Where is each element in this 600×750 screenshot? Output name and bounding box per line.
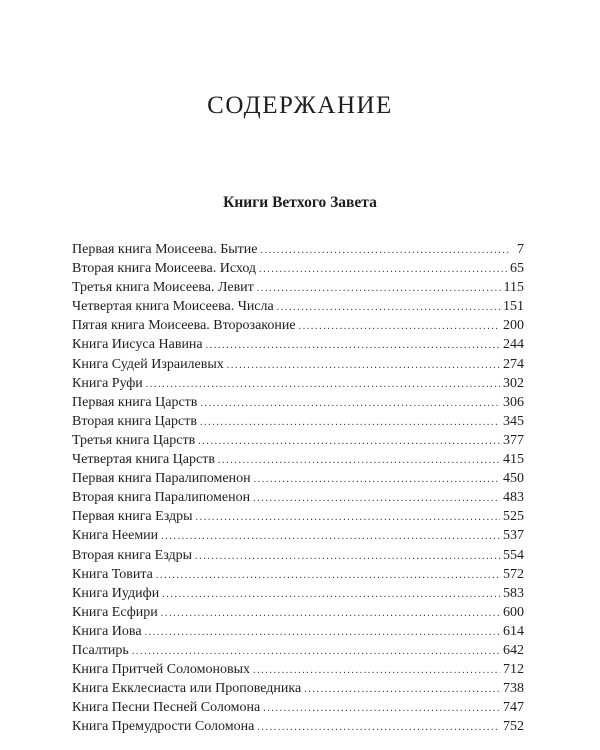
toc-entry-title: Третья книга Царств [72,432,196,448]
toc-dot-leader [263,699,500,718]
toc-entry-title: Четвертая книга Царств [72,452,215,468]
toc-dot-leader [156,566,500,585]
toc-entry [72,488,524,507]
toc-entry-page-number: 554 [503,547,524,563]
toc-entry-title: Книга Премудрости Соломона [72,719,255,735]
toc-dot-leader [277,298,500,317]
toc-dot-leader [200,413,500,432]
toc-entry [72,316,524,335]
toc-entry-title: Первая книга Паралипоменон [72,471,251,487]
toc-entry-page-number: 642 [503,642,524,658]
toc-dot-leader [299,317,500,336]
toc-entry-page-number: 583 [503,585,524,601]
toc-entry [72,240,524,259]
toc-entry-page-number: 712 [503,662,524,678]
toc-entry-title: Третья книга Моисеева. Левит [72,280,254,296]
toc-entry [72,679,524,698]
toc-dot-leader [198,432,500,451]
toc-dot-leader [146,375,500,394]
toc-dot-leader [145,623,500,642]
toc-entry-title: Псалтирь [72,642,129,658]
toc-entry-title: Книга Иудифи [72,585,160,601]
toc-entry-title: Книга Притчей Соломоновых [72,662,250,678]
toc-dot-leader [227,356,500,375]
toc-entry [72,431,524,450]
table-of-contents [72,240,524,736]
toc-entry-page-number: 7 [517,242,524,257]
toc-entry [72,412,524,431]
toc-entry [72,374,524,393]
toc-entry-title: Вторая книга Ездры [72,547,193,563]
toc-dot-leader [200,394,500,413]
toc-entry [72,278,524,297]
toc-entry [72,393,524,412]
toc-entry [72,660,524,679]
toc-entry [72,717,524,736]
toc-entry [72,584,524,603]
toc-entry [72,469,524,488]
toc-entry [72,259,524,278]
toc-dot-leader [253,661,500,680]
toc-entry-title: Первая книга Моисеева. Бытие [72,242,258,257]
toc-entry-title: Книга Екклесиаста или Проповедника [72,681,302,697]
toc-dot-leader [253,489,500,508]
toc-dot-leader [260,241,509,260]
toc-entry-page-number: 200 [503,318,524,334]
toc-entry-title: Книга Иова [72,623,142,639]
toc-entry-page-number: 600 [503,604,524,620]
toc-entry [72,335,524,354]
page-title: СОДЕРЖАНИЕ [207,92,393,119]
toc-dot-leader [162,585,500,604]
toc-entry [72,641,524,660]
toc-dot-leader [254,470,500,489]
toc-entry [72,603,524,622]
toc-entry-title: Первая книга Ездры [72,509,193,525]
toc-entry-page-number: 306 [503,394,524,410]
section-title: Книги Ветхого Завета [223,194,377,211]
toc-entry [72,622,524,641]
toc-entry [72,297,524,316]
toc-dot-leader [304,680,500,699]
toc-entry-page-number: 738 [503,681,524,697]
toc-entry-page-number: 302 [503,375,524,391]
toc-entry-page-number: 65 [510,261,524,277]
toc-entry-page-number: 415 [503,452,524,468]
toc-entry-title: Вторая книга Паралипоменон [72,490,251,506]
toc-dot-leader [218,451,500,470]
toc-entry-title: Книга Иисуса Навина [72,337,203,353]
toc-entry-page-number: 483 [503,490,524,506]
toc-dot-leader [257,279,501,298]
toc-dot-leader [132,642,500,661]
toc-entry-page-number: 614 [503,623,524,639]
toc-dot-leader [161,604,500,623]
toc-entry [72,698,524,717]
toc-entry-title: Книга Товита [72,566,153,582]
toc-dot-leader [206,336,500,355]
toc-dot-leader [259,260,507,279]
toc-dot-leader [195,547,500,566]
toc-entry [72,565,524,584]
toc-entry-page-number: 115 [503,280,524,296]
toc-entry-page-number: 244 [503,337,524,353]
toc-entry [72,546,524,565]
toc-entry-page-number: 525 [503,509,524,525]
toc-entry [72,450,524,469]
toc-entry-title: Книга Руфи [72,375,143,391]
toc-entry-page-number: 747 [503,700,524,716]
toc-entry-title: Вторая книга Моисеева. Исход [72,261,257,277]
toc-entry-page-number: 752 [503,719,524,735]
toc-entry-title: Книга Судей Израилевых [72,356,224,372]
toc-entry [72,526,524,545]
toc-entry-title: Первая книга Царств [72,394,198,410]
toc-entry-page-number: 345 [503,413,524,429]
toc-entry-title: Книга Есфири [72,604,158,620]
toc-dot-leader [161,527,500,546]
toc-entry-title: Четвертая книга Моисеева. Числа [72,299,274,315]
toc-entry-page-number: 377 [503,432,524,448]
toc-entry [72,507,524,526]
toc-entry-title: Книга Неемии [72,528,159,544]
toc-dot-leader [257,718,500,737]
toc-entry-page-number: 450 [503,471,524,487]
toc-entry-page-number: 537 [503,528,524,544]
toc-entry-page-number: 572 [503,566,524,582]
toc-entry-title: Вторая книга Царств [72,413,197,429]
toc-entry-page-number: 274 [503,356,524,372]
toc-dot-leader [196,508,500,527]
toc-entry-page-number: 151 [503,299,524,315]
toc-entry-title: Пятая книга Моисеева. Второзаконие [72,318,296,334]
toc-entry-title: Книга Песни Песней Соломона [72,700,261,716]
toc-entry [72,355,524,374]
